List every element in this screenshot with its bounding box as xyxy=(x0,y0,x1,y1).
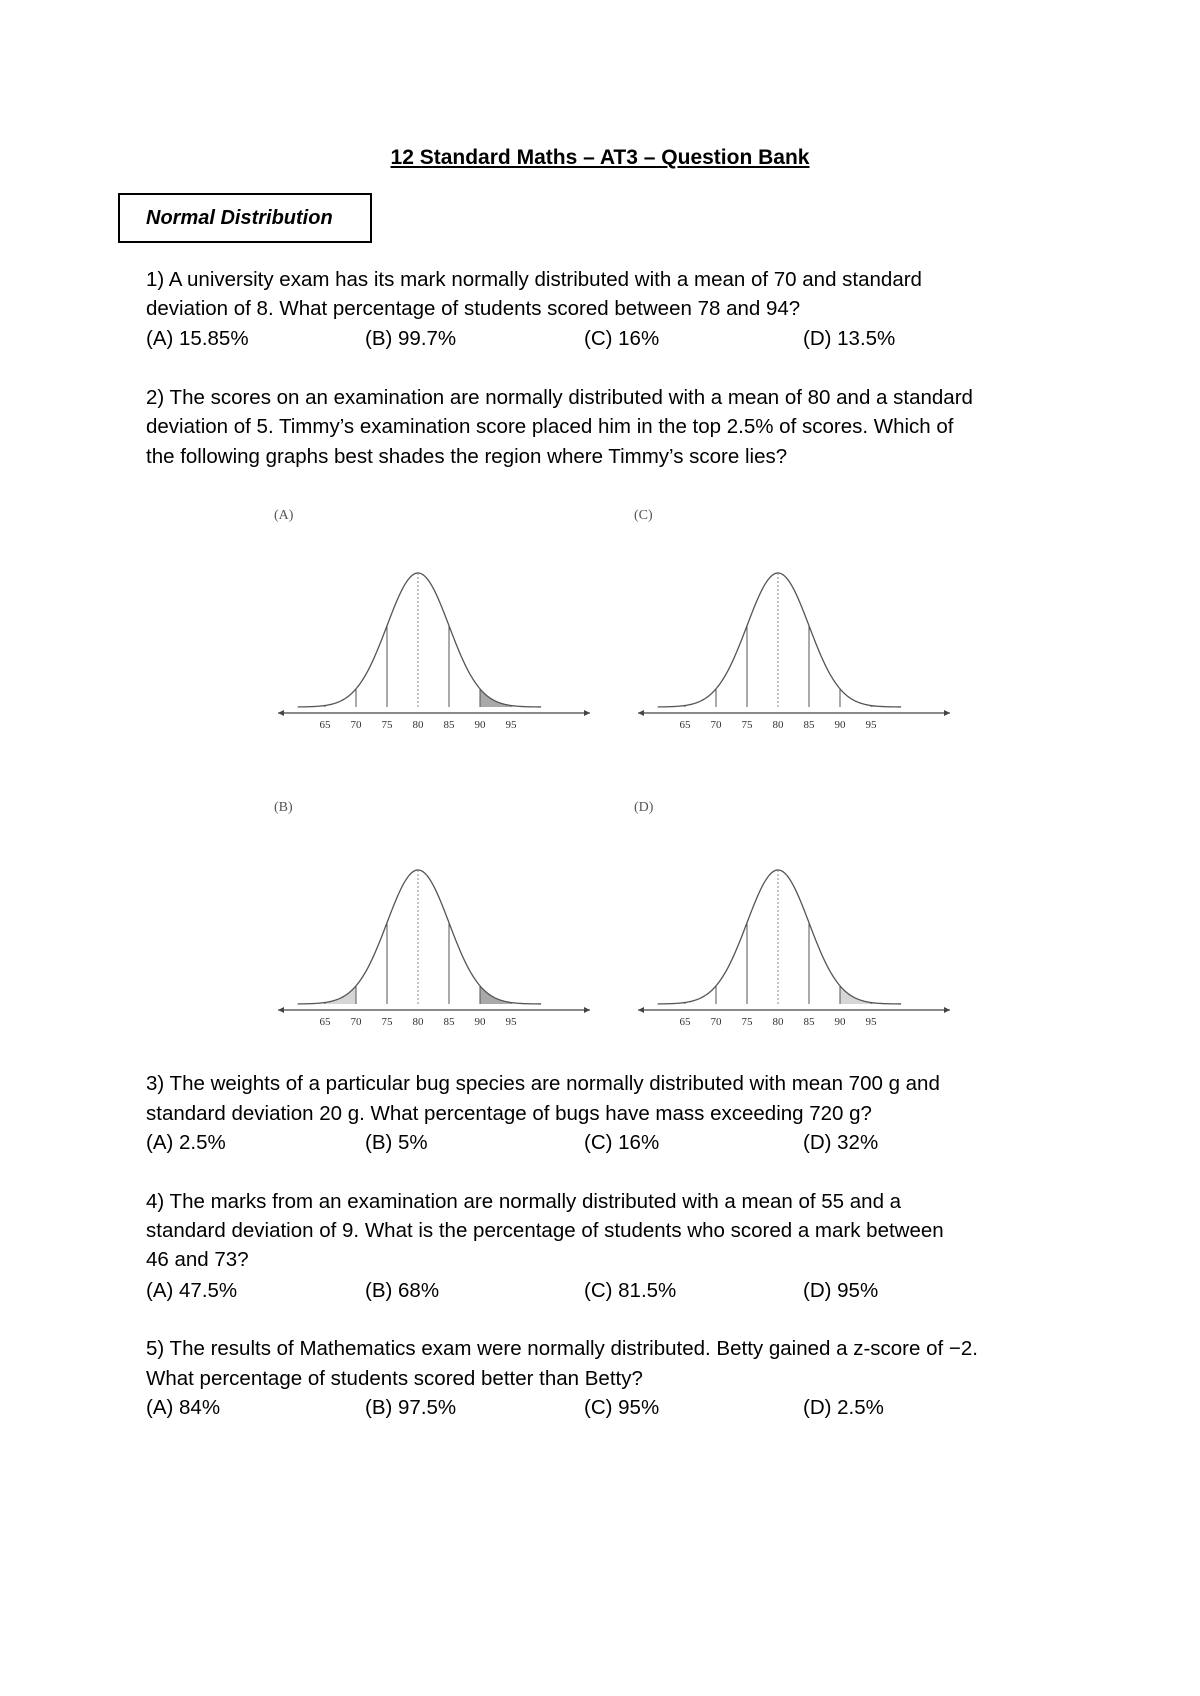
graph-d-label: (D) xyxy=(634,800,654,815)
question-4-option-b: (B) 68% xyxy=(365,1279,440,1302)
tick-label: 80 xyxy=(412,1016,424,1028)
normal-curve xyxy=(658,573,901,707)
tick-label: 75 xyxy=(741,1016,753,1028)
normal-curve xyxy=(298,870,541,1004)
question-3-line-1: 3) The weights of a particular bug species are normally distributed with mean 700 g and xyxy=(146,1072,940,1095)
question-5-option-a: (A) 84% xyxy=(146,1396,221,1419)
question-2-line-3: the following graphs best shades the region where Timmy’s score lies? xyxy=(146,445,788,468)
normal-curve xyxy=(298,573,541,707)
page-title: 12 Standard Maths – AT3 – Question Bank xyxy=(390,146,810,169)
question-4-option-a: (A) 47.5% xyxy=(146,1279,238,1302)
tick-label: 85 xyxy=(443,719,455,731)
tick-label: 95 xyxy=(865,719,877,731)
tick-label: 85 xyxy=(443,1016,455,1028)
tick-label: 95 xyxy=(865,1016,877,1028)
question-3-option-b: (B) 5% xyxy=(365,1131,428,1154)
question-3-option-a: (A) 2.5% xyxy=(146,1131,226,1154)
question-1-option-b: (B) 99.7% xyxy=(365,327,457,350)
tick-label: 95 xyxy=(505,719,517,731)
question-5-line-1: 5) The results of Mathematics exam were normally distributed. Betty gained a z-score of −2. xyxy=(146,1337,978,1360)
question-1-option-c: (C) 16% xyxy=(584,327,660,350)
question-3-option-c: (C) 16% xyxy=(584,1131,660,1154)
question-5-option-b: (B) 97.5% xyxy=(365,1396,457,1419)
graph-d xyxy=(628,852,960,1032)
tick-label: 70 xyxy=(350,1016,362,1028)
question-2-line-2: deviation of 5. Timmy’s examination score placed him in the top 2.5% of scores. Which of xyxy=(146,415,954,438)
question-2-line-1: 2) The scores on an examination are normally distributed with a mean of 80 and a standard xyxy=(146,386,973,409)
tick-label: 90 xyxy=(834,1016,846,1028)
tick-label: 80 xyxy=(772,719,784,731)
tick-label: 85 xyxy=(803,1016,815,1028)
question-1-line-2: deviation of 8. What percentage of students scored between 78 and 94? xyxy=(146,297,801,320)
question-4-line-2: standard deviation of 9. What is the percentage of students who scored a mark between xyxy=(146,1219,944,1242)
question-4-option-d: (D) 95% xyxy=(803,1279,879,1302)
question-1-line-1: 1) A university exam has its mark normally distributed with a mean of 70 and standard xyxy=(146,268,922,291)
axis-arrow-right xyxy=(584,1007,590,1013)
question-5-line-2: What percentage of students scored better than Betty? xyxy=(146,1367,643,1390)
tick-label: 75 xyxy=(381,719,393,731)
graph-a-label: (A) xyxy=(274,508,294,523)
axis-arrow-left xyxy=(638,1007,644,1013)
question-4-line-1: 4) The marks from an examination are normally distributed with a mean of 55 and a xyxy=(146,1190,902,1213)
tick-label: 70 xyxy=(710,1016,722,1028)
tick-label: 70 xyxy=(350,719,362,731)
axis-arrow-left xyxy=(278,710,284,716)
section-heading: Normal Distribution xyxy=(146,207,333,229)
axis-arrow-left xyxy=(278,1007,284,1013)
tick-label: 90 xyxy=(474,1016,486,1028)
question-4-option-c: (C) 81.5% xyxy=(584,1279,677,1302)
normal-curve xyxy=(658,870,901,1004)
axis-arrow-left xyxy=(638,710,644,716)
axis-arrow-right xyxy=(584,710,590,716)
tick-label: 95 xyxy=(505,1016,517,1028)
graph-b-label: (B) xyxy=(274,800,293,815)
tick-label: 90 xyxy=(474,719,486,731)
tick-label: 65 xyxy=(679,1016,691,1028)
question-1-option-d: (D) 13.5% xyxy=(803,327,896,350)
tick-label: 85 xyxy=(803,719,815,731)
graph-c-label: (C) xyxy=(634,508,653,523)
tick-label: 90 xyxy=(834,719,846,731)
tick-label: 65 xyxy=(319,719,331,731)
graph-b xyxy=(268,852,600,1032)
question-5-option-d: (D) 2.5% xyxy=(803,1396,884,1419)
tick-label: 75 xyxy=(741,719,753,731)
question-4-line-3: 46 and 73? xyxy=(146,1248,249,1271)
graph-c xyxy=(628,555,960,735)
question-1-option-a: (A) 15.85% xyxy=(146,327,249,350)
tick-label: 65 xyxy=(679,719,691,731)
tick-label: 80 xyxy=(412,719,424,731)
question-5-option-c: (C) 95% xyxy=(584,1396,660,1419)
tick-label: 70 xyxy=(710,719,722,731)
question-3-option-d: (D) 32% xyxy=(803,1131,879,1154)
tick-label: 75 xyxy=(381,1016,393,1028)
tick-label: 80 xyxy=(772,1016,784,1028)
graph-a xyxy=(268,555,600,735)
axis-arrow-right xyxy=(944,710,950,716)
axis-arrow-right xyxy=(944,1007,950,1013)
tick-label: 65 xyxy=(319,1016,331,1028)
question-3-line-2: standard deviation 20 g. What percentage of bugs have mass exceeding 720 g? xyxy=(146,1102,872,1125)
